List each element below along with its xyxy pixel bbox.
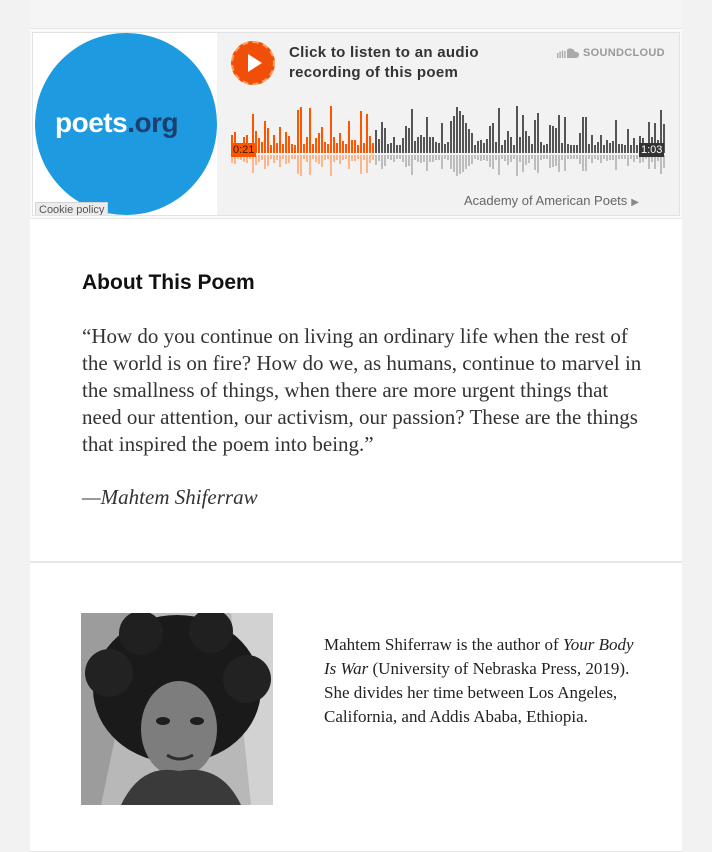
- waveform-bar: [300, 107, 302, 153]
- section-heading: About This Poem: [82, 271, 255, 294]
- waveform-bar-reflection: [276, 155, 278, 160]
- waveform-bar: [486, 139, 488, 153]
- waveform-bar-reflection: [501, 155, 503, 159]
- waveform-bar: [504, 140, 506, 153]
- poet-bio-section: [30, 562, 682, 852]
- waveform-bar: [288, 136, 290, 153]
- waveform-bar-reflection: [387, 155, 389, 159]
- waveform-bar: [567, 144, 569, 153]
- waveform-bar-reflection: [552, 155, 554, 167]
- waveform-bar-reflection: [504, 155, 506, 161]
- track-title[interactable]: Click to listen to an audio recording of this poem: [289, 44, 479, 81]
- waveform-bar-reflection: [492, 155, 494, 169]
- waveform-bar: [375, 130, 377, 153]
- poet-statement-quote: “How do you continue on living an ordinary life when the rest of the world is on fire? How do we, as humans, continue to marvel in the smallness of things, when there are more urgent things that need our attention, our activism, our passion? These are the things that inspired the poem into being.”: [82, 324, 642, 456]
- waveform-bar-reflection: [294, 155, 296, 159]
- waveform-bar-reflection: [336, 155, 338, 160]
- waveform-bar-reflection: [600, 155, 602, 163]
- poet-bio: Mahtem Shiferraw is the author of Your Body Is War (University of Nebraska Press, 2019). She divides her time between Los Angeles, California, and Addis Ababa, Ethiopia.: [324, 635, 634, 726]
- waveform-bar-reflection: [363, 155, 365, 160]
- waveform-bar: [555, 128, 557, 153]
- waveform-bar: [366, 114, 368, 153]
- waveform-bar-reflection: [453, 155, 455, 172]
- waveform-bar: [519, 137, 521, 153]
- waveform-bar-reflection: [564, 155, 566, 171]
- waveform-bar-reflection: [549, 155, 551, 168]
- waveform-bar: [318, 133, 320, 153]
- waveform-bar: [264, 121, 266, 153]
- waveform-bar-reflection: [579, 155, 581, 164]
- waveform-bar: [576, 145, 578, 153]
- waveform-bar-reflection: [516, 155, 518, 176]
- waveform-bar-reflection: [270, 155, 272, 159]
- waveform-bar-reflection: [471, 155, 473, 164]
- waveform-bar-reflection: [384, 155, 386, 166]
- waveform-bar-reflection: [441, 155, 443, 169]
- waveform-bar: [579, 133, 581, 153]
- waveform-bar: [426, 117, 428, 153]
- waveform-bar: [561, 143, 563, 153]
- waveform-bar: [423, 137, 425, 153]
- waveform-bar-reflection: [429, 155, 431, 162]
- waveform-bar: [369, 136, 371, 153]
- waveform-bar-reflection: [315, 155, 317, 162]
- waveform-bar: [444, 144, 446, 153]
- waveform-bar: [270, 145, 272, 153]
- waveform-bar-reflection: [576, 155, 578, 159]
- waveform-bar: [393, 137, 395, 153]
- waveform-bar: [297, 110, 299, 153]
- waveform-bar-reflection: [321, 155, 323, 167]
- waveform-bar: [468, 129, 470, 153]
- waveform-bar: [573, 145, 575, 153]
- waveform-bar-reflection: [513, 155, 515, 159]
- waveform-bar-reflection: [252, 155, 254, 173]
- waveform-bar: [531, 144, 533, 153]
- waveform-bar-reflection: [273, 155, 275, 163]
- waveform-bar-reflection: [489, 155, 491, 167]
- waveform-bar-reflection: [591, 155, 593, 163]
- waveform-bar: [546, 144, 548, 153]
- waveform-bar: [357, 145, 359, 153]
- waveform-bar: [417, 137, 419, 153]
- waveform-bar-reflection: [414, 155, 416, 160]
- waveform-bar: [312, 144, 314, 153]
- waveform-bar-reflection: [585, 155, 587, 171]
- waveform-bar: [435, 142, 437, 153]
- waveform-bar: [429, 137, 431, 153]
- waveform-bar-reflection: [624, 155, 626, 159]
- waveform-bar-reflection: [261, 155, 263, 160]
- waveform-bar: [471, 133, 473, 153]
- waveform-bar-reflection: [654, 155, 656, 169]
- waveform-bar-reflection: [483, 155, 485, 160]
- waveform-bar: [483, 143, 485, 153]
- waveform-bar: [372, 143, 374, 153]
- waveform-bar-reflection: [540, 155, 542, 160]
- waveform-bar: [540, 142, 542, 153]
- waveform-bar-reflection: [267, 155, 269, 166]
- waveform-bar-reflection: [561, 155, 563, 160]
- waveform-bar: [333, 137, 335, 153]
- waveform-bar-reflection: [528, 155, 530, 163]
- waveform-bar: [339, 133, 341, 153]
- waveform-bar: [447, 142, 449, 153]
- waveform-bar-reflection: [450, 155, 452, 169]
- waveform-bar: [609, 143, 611, 153]
- waveform-bar-reflection: [348, 155, 350, 169]
- waveform-bar: [363, 143, 365, 153]
- waveform-bar: [399, 145, 401, 153]
- waveform-bar-reflection: [558, 155, 560, 172]
- waveform-bar: [597, 142, 599, 153]
- waveform-bar-reflection: [381, 155, 383, 169]
- waveform-bar: [585, 117, 587, 153]
- portrait-illustration: [81, 613, 273, 805]
- waveform-bar: [345, 144, 347, 153]
- waveform-bar-reflection: [477, 155, 479, 160]
- waveform-bar-reflection: [612, 155, 614, 160]
- waveform-bar-reflection: [417, 155, 419, 162]
- track-duration: 1:03: [641, 144, 663, 156]
- waveform-bar-reflection: [522, 155, 524, 172]
- soundcloud-player: [32, 32, 680, 216]
- poet-portrait-photo: [81, 613, 273, 805]
- waveform-bar-reflection: [393, 155, 395, 162]
- waveform-bar: [552, 126, 554, 153]
- waveform-bar: [507, 131, 509, 153]
- waveform-bar-reflection: [468, 155, 470, 166]
- waveform-bar-reflection: [588, 155, 590, 159]
- waveform-bar: [495, 142, 497, 153]
- waveform-bar: [528, 136, 530, 153]
- waveform-bar-reflection: [369, 155, 371, 163]
- waveform-bar: [258, 138, 260, 153]
- waveform-bar-reflection: [537, 155, 539, 173]
- play-button[interactable]: [231, 41, 275, 85]
- waveform-bar-reflection: [342, 155, 344, 160]
- waveform-bar-reflection: [510, 155, 512, 162]
- waveform-bar: [291, 144, 293, 153]
- waveform-bar-reflection: [420, 155, 422, 163]
- waveform-bar: [396, 145, 398, 153]
- waveform-bar-reflection: [459, 155, 461, 174]
- waveform-bar: [336, 143, 338, 153]
- waveform-bar: [381, 122, 383, 153]
- waveform-bar-reflection: [405, 155, 407, 167]
- waveform-bar: [402, 138, 404, 153]
- waveform-bar: [408, 128, 410, 153]
- waveform-bar: [534, 120, 536, 153]
- waveform-bar: [480, 140, 482, 153]
- waveform-bar: [405, 126, 407, 153]
- waveform-bar: [261, 142, 263, 153]
- waveform-bar-reflection: [474, 155, 476, 159]
- waveform-bar-reflection: [303, 155, 305, 159]
- waveform-bar: [501, 145, 503, 153]
- waveform-bar-reflection: [399, 155, 401, 159]
- waveform-bar-reflection: [573, 155, 575, 159]
- waveform-bar: [582, 117, 584, 153]
- waveform-bar-reflection: [603, 155, 605, 159]
- waveform-bar-reflection: [633, 155, 635, 162]
- soundcloud-logo[interactable]: SOUNDCLOUD: [557, 47, 665, 59]
- waveform-bar-reflection: [444, 155, 446, 159]
- waveform-bar-reflection: [354, 155, 356, 161]
- waveform-bar: [516, 106, 518, 153]
- waveform-bar-reflection: [375, 155, 377, 165]
- waveform-bar: [594, 145, 596, 153]
- waveform-bar-reflection: [582, 155, 584, 171]
- waveform-bar: [606, 140, 608, 153]
- waveform-bar: [558, 115, 560, 153]
- waveform-bar-reflection: [330, 155, 332, 176]
- arrow-right-icon: ▶: [631, 197, 639, 208]
- waveform-bar: [414, 141, 416, 153]
- waveform-bar: [273, 135, 275, 153]
- waveform-bar-reflection: [447, 155, 449, 160]
- waveform-bar: [348, 121, 350, 153]
- waveform-bar-reflection: [636, 155, 638, 159]
- waveform-bar-reflection: [396, 155, 398, 159]
- waveform-bar: [279, 127, 281, 153]
- waveform-bar: [438, 143, 440, 153]
- waveform-bar-reflection: [456, 155, 458, 176]
- waveform-bar: [324, 142, 326, 153]
- waveform-bar-reflection: [594, 155, 596, 159]
- waveform-bar: [477, 141, 479, 153]
- waveform-bar-reflection: [378, 155, 380, 161]
- waveform-bar-reflection: [345, 155, 347, 159]
- waveform-bar: [309, 108, 311, 153]
- waveform-bar-reflection: [402, 155, 404, 162]
- waveform-bar: [564, 117, 566, 153]
- waveform-bar-reflection: [480, 155, 482, 161]
- waveform-bar-reflection: [306, 155, 308, 162]
- waveform-bar: [621, 144, 623, 153]
- waveform-bar-reflection: [432, 155, 434, 162]
- waveform-bar: [543, 145, 545, 153]
- waveform-bar-reflection: [621, 155, 623, 159]
- waveform-bar: [384, 128, 386, 153]
- waveform-bar: [420, 135, 422, 153]
- waveform-bar: [510, 137, 512, 153]
- poets-org-logo: poets.org: [55, 107, 179, 138]
- waveform-bar-reflection: [258, 155, 260, 162]
- waveform-bar-reflection: [507, 155, 509, 165]
- waveform-bar: [522, 115, 524, 153]
- waveform-bar-reflection: [351, 155, 353, 161]
- waveform-bar: [618, 144, 620, 153]
- waveform-bar-reflection: [408, 155, 410, 166]
- waveform-bar: [537, 113, 539, 153]
- waveform-bar-reflection: [333, 155, 335, 162]
- about-this-poem-section: [30, 218, 682, 562]
- waveform-bar: [354, 140, 356, 153]
- waveform-bar: [525, 131, 527, 153]
- soundcloud-cloud-icon: [557, 48, 579, 58]
- waveform-scrubber[interactable]: [231, 101, 667, 181]
- waveform-bar: [294, 145, 296, 153]
- waveform-bar: [603, 145, 605, 153]
- waveform-bar-reflection: [498, 155, 500, 175]
- waveform-bar: [630, 145, 632, 153]
- waveform-bar: [267, 128, 269, 153]
- waveform-bar: [591, 135, 593, 153]
- waveform-bar-reflection: [357, 155, 359, 159]
- waveform-bar: [570, 145, 572, 153]
- waveform-bar: [459, 111, 461, 153]
- waveform-bar-reflection: [360, 155, 362, 174]
- waveform-bar-reflection: [282, 155, 284, 159]
- waveform-bar: [351, 140, 353, 153]
- waveform-bar-reflection: [372, 155, 374, 160]
- waveform-bar-reflection: [531, 155, 533, 159]
- waveform-bar-reflection: [606, 155, 608, 161]
- waveform-bar: [600, 135, 602, 153]
- waveform-bar-reflection: [660, 155, 662, 174]
- waveform-bar-reflection: [435, 155, 437, 160]
- waveform-bar: [450, 121, 452, 153]
- waveform-bar-reflection: [309, 155, 311, 175]
- waveform-bar: [453, 116, 455, 153]
- waveform-bar-reflection: [462, 155, 464, 172]
- waveform-bar-reflection: [423, 155, 425, 162]
- current-time: 0:21: [233, 144, 255, 156]
- waveform-bar-reflection: [438, 155, 440, 160]
- waveform-bar-reflection: [609, 155, 611, 160]
- waveform-bar: [342, 141, 344, 153]
- waveform-bar: [306, 137, 308, 153]
- waveform-bar: [432, 137, 434, 153]
- cookie-policy-link[interactable]: Cookie policy: [35, 202, 108, 215]
- waveform-bar-reflection: [426, 155, 428, 171]
- waveform-bar-reflection: [495, 155, 497, 160]
- waveform-bar: [411, 109, 413, 153]
- waveform-bar: [636, 145, 638, 153]
- waveform-bar-reflection: [312, 155, 314, 159]
- waveform-bar-reflection: [648, 155, 650, 169]
- waveform-bar-reflection: [597, 155, 599, 160]
- waveform-bar: [627, 129, 629, 153]
- waveform-bar: [330, 106, 332, 153]
- waveform-bar-reflection: [297, 155, 299, 174]
- waveform-bar: [282, 144, 284, 153]
- waveform-bar: [441, 123, 443, 153]
- album-artwork[interactable]: [33, 33, 217, 215]
- waveform-bar: [549, 125, 551, 153]
- waveform-bar: [327, 144, 329, 153]
- waveform-bar-reflection: [627, 155, 629, 166]
- quote-attribution: —Mahtem Shiferraw: [82, 485, 258, 509]
- artist-link[interactable]: Academy of American Poets ▶: [463, 193, 639, 208]
- waveform-bar-reflection: [486, 155, 488, 161]
- waveform-bar: [465, 123, 467, 153]
- waveform-bar-reflection: [288, 155, 290, 163]
- waveform-bar: [633, 138, 635, 153]
- waveform-bar-reflection: [279, 155, 281, 167]
- waveform-bar-reflection: [546, 155, 548, 159]
- waveform-bar: [360, 111, 362, 153]
- waveform-bar-reflection: [411, 155, 413, 175]
- waveform-bar: [513, 145, 515, 153]
- waveform-bar: [624, 145, 626, 153]
- waveform-bar: [462, 115, 464, 153]
- waveform-bar: [588, 144, 590, 153]
- waveform-bar: [285, 132, 287, 153]
- waveform-bar-reflection: [324, 155, 326, 160]
- waveform-bar-reflection: [567, 155, 569, 159]
- waveform-bar-reflection: [291, 155, 293, 159]
- waveform-bar-reflection: [543, 155, 545, 159]
- waveform-bar: [456, 107, 458, 153]
- waveform-bar-reflection: [318, 155, 320, 164]
- waveform-bar-reflection: [519, 155, 521, 162]
- waveform-bar: [387, 144, 389, 153]
- waveform-bar-reflection: [264, 155, 266, 169]
- waveform-bar: [492, 123, 494, 153]
- waveform-bar-reflection: [390, 155, 392, 160]
- waveform-bar-reflection: [630, 155, 632, 159]
- waveform-bar-reflection: [615, 155, 617, 170]
- waveform-bar-reflection: [618, 155, 620, 159]
- waveform-bar-reflection: [534, 155, 536, 170]
- waveform-bar-reflection: [285, 155, 287, 164]
- waveform-bar: [498, 108, 500, 153]
- waveform-bar: [378, 139, 380, 153]
- book-title: Your Body Is War: [324, 635, 634, 678]
- waveform-bar-reflection: [525, 155, 527, 165]
- waveform-bar: [489, 126, 491, 153]
- waveform-bar: [615, 120, 617, 153]
- waveform-bar-reflection: [555, 155, 557, 166]
- waveform-bar: [390, 143, 392, 153]
- waveform-bar: [474, 145, 476, 153]
- waveform-bar-reflection: [327, 155, 329, 159]
- waveform-bar: [276, 143, 278, 153]
- previous-section-edge: [30, 0, 682, 29]
- play-icon: [248, 54, 262, 72]
- waveform-bar: [315, 138, 317, 153]
- waveform-bar-reflection: [570, 155, 572, 159]
- waveform-bar-reflection: [339, 155, 341, 164]
- waveform-bar-reflection: [465, 155, 467, 169]
- waveform-bar: [612, 141, 614, 153]
- waveform-bar: [321, 127, 323, 153]
- waveform-bar: [303, 144, 305, 153]
- waveform-bar-reflection: [300, 155, 302, 176]
- waveform-bar-reflection: [366, 155, 368, 173]
